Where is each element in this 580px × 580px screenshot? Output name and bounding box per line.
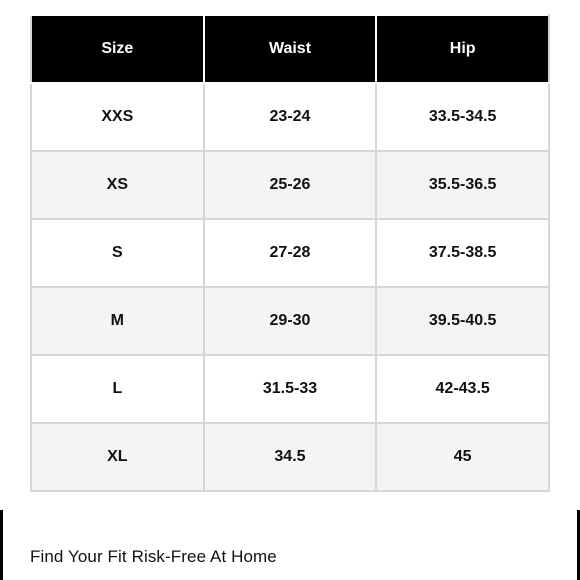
header-size: Size xyxy=(31,15,204,83)
cell-hip: 37.5-38.5 xyxy=(376,219,549,287)
cell-hip: 35.5-36.5 xyxy=(376,151,549,219)
find-your-fit-heading: Find Your Fit Risk-Free At Home xyxy=(30,547,277,566)
size-chart-table xyxy=(30,14,550,492)
cell-size: M xyxy=(31,287,204,355)
cell-hip: 33.5-34.5 xyxy=(376,83,549,151)
cell-waist: 27-28 xyxy=(204,219,377,287)
cell-hip: 42-43.5 xyxy=(376,355,549,423)
header-hip: Hip xyxy=(376,15,549,83)
header-waist: Waist xyxy=(204,15,377,83)
table-row xyxy=(31,355,549,423)
cell-waist: 23-24 xyxy=(204,83,377,151)
cell-size: XL xyxy=(31,423,204,491)
table-row xyxy=(31,151,549,219)
cell-size: XXS xyxy=(31,83,204,151)
table-row xyxy=(31,287,549,355)
cell-hip: 39.5-40.5 xyxy=(376,287,549,355)
table-header-row xyxy=(31,15,549,83)
cell-waist: 29-30 xyxy=(204,287,377,355)
table-row xyxy=(31,219,549,287)
cell-size: S xyxy=(31,219,204,287)
left-edge-bar xyxy=(0,510,3,580)
cell-size: L xyxy=(31,355,204,423)
cell-waist: 31.5-33 xyxy=(204,355,377,423)
cell-waist: 25-26 xyxy=(204,151,377,219)
table-row xyxy=(31,83,549,151)
cell-size: XS xyxy=(31,151,204,219)
cell-waist: 34.5 xyxy=(204,423,377,491)
table-row xyxy=(31,423,549,491)
cell-hip: 45 xyxy=(376,423,549,491)
